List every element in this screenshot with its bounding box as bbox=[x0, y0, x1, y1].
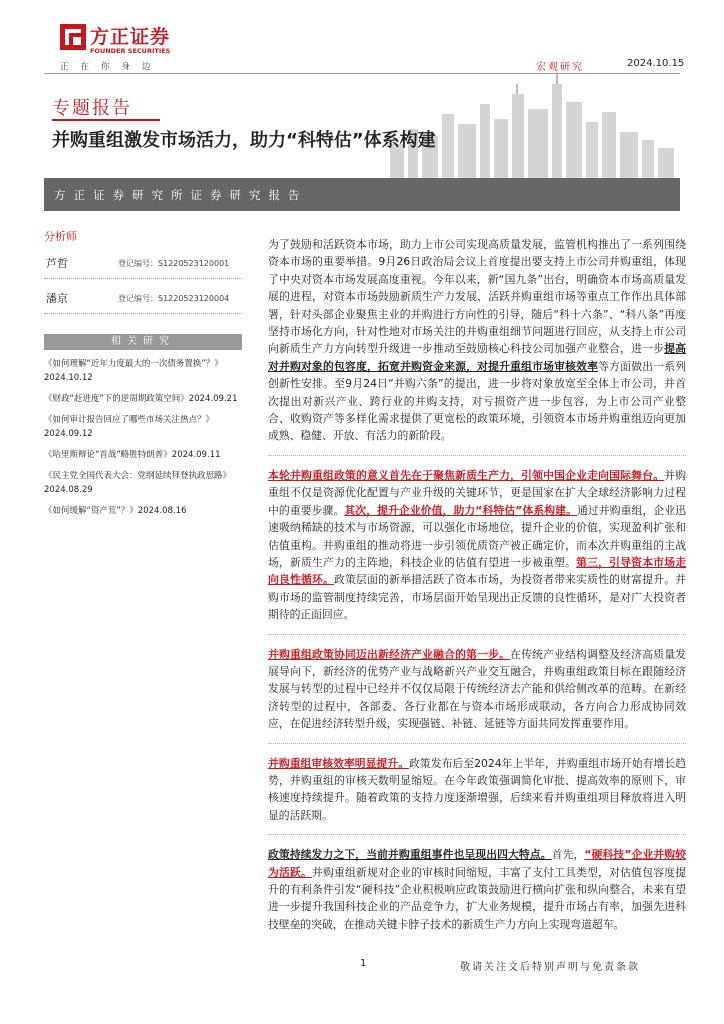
text-run: 通过并购重组，企业迅速吸纳稀缺的技术与市场资源，可以强化市场地位，提升企业的价值，实现盈利扩张和估值重构。并购重组的推动将进一步引领优质资产被正确定价，而本次并购重组的主战场，新质生产力的主阵地，科技企业的估值有望进一步被重塑。 bbox=[268, 503, 686, 569]
text-run: 在传统产业结构调整及经济高质量发展导向下，新经济的优势产业与战略新兴产业交互融合，并购重组政策目标在跟随经济发展与转型的过程中已经并不仅仅局限于传统经济去产能和供给侧改革的范畴。在新经济转型的过程中，各部委、各行业都在与资本市场形成联动，各方向合力形成协同效应，在促进经济转型升级，实现强链、补链、延链等方面共同发挥重要作用。 bbox=[268, 647, 687, 731]
analyst-license: 登记编号：S1220523120004 bbox=[118, 294, 230, 303]
summary-paragraph-4 bbox=[268, 755, 686, 825]
paragraph-divider bbox=[268, 834, 686, 836]
text-run: 等方面做出一系列创新性安排。至9月24日“并购六条”的提出，进一步将对象放宽至全体上市公司，并首次提出对新兴产业、跨行业的并购支持，对亏损资产进一步包容，为上市公司产业整合、收购资产等多样化需求提供了更宽松的政策环境，引领资本市场并购重组迈向更加成熟、稳健、开放、有活力的新阶段。 bbox=[268, 359, 687, 443]
logo-english-name: FOUNDER SECURITIES bbox=[90, 47, 171, 55]
related-research-item[interactable]: 《财政“赶进度”下的逆周期政策空间》2024.09.21 bbox=[44, 394, 238, 404]
report-title: 并购重组激发市场活力，助力“科特估”体系构建 bbox=[52, 130, 436, 151]
key-point: 并购重组审核效率明显提升。 bbox=[268, 756, 410, 770]
related-research-heading: 相关研究 bbox=[44, 334, 242, 350]
summary-paragraph-5 bbox=[268, 846, 686, 933]
report-body bbox=[268, 236, 686, 933]
summary-paragraph-3 bbox=[268, 646, 686, 733]
sidebar bbox=[44, 228, 242, 518]
emphasis-run: 提高对并购对象的包容度，拓宽并购资金来源，对提升重组市场审核效率 bbox=[268, 342, 687, 373]
related-research-item[interactable]: 《如何审计报告回应了哪些市场关注热点？》2024.09.12 bbox=[44, 415, 215, 439]
analyst-heading: 分析师 bbox=[44, 230, 77, 243]
slogan: 正在你身边 bbox=[60, 62, 163, 72]
banner-text: 方正证券研究所证券研究报告 bbox=[54, 188, 308, 202]
text-run: 首先， bbox=[551, 848, 585, 862]
report-type-underline bbox=[52, 119, 160, 121]
emphasis-run: 政策持续发力之下，当前并购重组事件也呈现出四大特点。 bbox=[268, 848, 552, 862]
text-run: 政策层面的新举措活跃了资本市场，为投资者带来实质性的财富提升。并购市场的监管制度持续完善，市场层面开始呈现出正反馈的良性循环，是对广大投资者期待的正面回应。 bbox=[268, 573, 687, 622]
analyst-name: 芦哲 bbox=[46, 257, 68, 270]
text-run: 并购重组新规对企业的审核时间缩短，丰富了支付工具类型，对估值包容度提升的有利条件引发“硬科技”企业积极响应政策鼓励进行横向扩张和纵向整合，未来有望进一步提升我国科技企业的产品竞争力，扩大业务规模，提升市场占有率，加强先进科技壁垒的突破，在推动关键卡脖子技术的新质生产力方向上实现弯道超车。 bbox=[268, 865, 687, 931]
text-run: 政策发布后至2024年上半年，并购重组市场开始有增长趋势，并购重组的审核天数明显缩短。在今年政策强调简化审批、提高效率的原则下，审核速度持续提升。随着政策的支持力度逐渐增强，后续来看并购重组项目释放将进入明显的活跃期。 bbox=[268, 756, 687, 822]
key-point: 其次，提升企业价值，助力“科特估”体系构建。 bbox=[344, 503, 577, 517]
page-number: 1 bbox=[360, 958, 367, 969]
paragraph-divider bbox=[268, 455, 686, 457]
related-research-item[interactable]: 《如何理解“近年力度最大的一次债务置换”？》2024.10.12 bbox=[44, 359, 223, 383]
text-run: 为了鼓励和活跃资本市场，助力上市公司实现高质量发展，监管机构推出了一系列围绕资本市场的重要举措。9月26日政治局会议上首度提出要支持上市公司并购重组，体现了中央对资本市场发展高度重视。今年以来，新“国九条”出台，明确资本市场高质量发展的进程，对资本市场鼓励新质生产力发展、活跃并购重组市场等重点工作作出具体部署，针对头部企业聚焦主业的并购进行方向性的引导，随后“科十六条”、“科八条”再度坚持市场化方向，针对性地对市场关注的并购重组细节问题进行回应，从支持上市公司向新质生产力方向转型升级进一步推动至鼓励核心科技公司加强产业整合，进一步 bbox=[268, 238, 686, 356]
text-run: 并购重组不仅是资源优化配置与产业升级的关键环节，更是国家在扩大全球经济影响力过程中的重要步骤。 bbox=[268, 468, 687, 517]
disclaimer-note: 敬请关注文后特别声明与免责条款 bbox=[460, 962, 640, 973]
related-research-item[interactable]: 《民主党全国代表大会：党纲延续拜登执政思路》2024.08.29 bbox=[44, 471, 232, 495]
key-point: 本轮并购重组政策的意义首先在于聚焦新质生产力，引领中国企业走向国际舞台。 bbox=[268, 468, 665, 482]
institute-banner bbox=[44, 178, 680, 211]
related-research-item[interactable]: 《如何缓解“资产荒”？》2024.08.16 bbox=[44, 506, 187, 516]
analyst-row bbox=[44, 250, 242, 279]
key-point: “硬科技”企业并购较为活跃。 bbox=[268, 848, 686, 879]
paragraph-divider bbox=[268, 634, 686, 636]
analyst-row bbox=[44, 285, 242, 314]
analyst-license: 登记编号：S1220523120001 bbox=[118, 259, 230, 268]
summary-paragraph-2 bbox=[268, 467, 686, 624]
key-point: 并购重组政策协同迈出新经济产业融合的第一步。 bbox=[268, 647, 511, 661]
summary-paragraph-1 bbox=[268, 236, 686, 445]
report-category: 宏观研究 bbox=[536, 62, 584, 73]
paragraph-divider bbox=[268, 743, 686, 745]
related-research-item[interactable]: 《哈里斯辩论“首战”略胜特朗普》2024.09.11 bbox=[44, 450, 221, 460]
report-type-label: 专题报告 bbox=[52, 98, 132, 119]
founder-logo-icon bbox=[60, 24, 86, 50]
key-point: 第三，引导资本市场走向良性循环。 bbox=[268, 555, 687, 587]
logo-chinese-name: 方正证券 bbox=[90, 26, 171, 48]
report-date: 2024.10.15 bbox=[627, 58, 685, 69]
analyst-name: 潘京 bbox=[46, 292, 68, 305]
